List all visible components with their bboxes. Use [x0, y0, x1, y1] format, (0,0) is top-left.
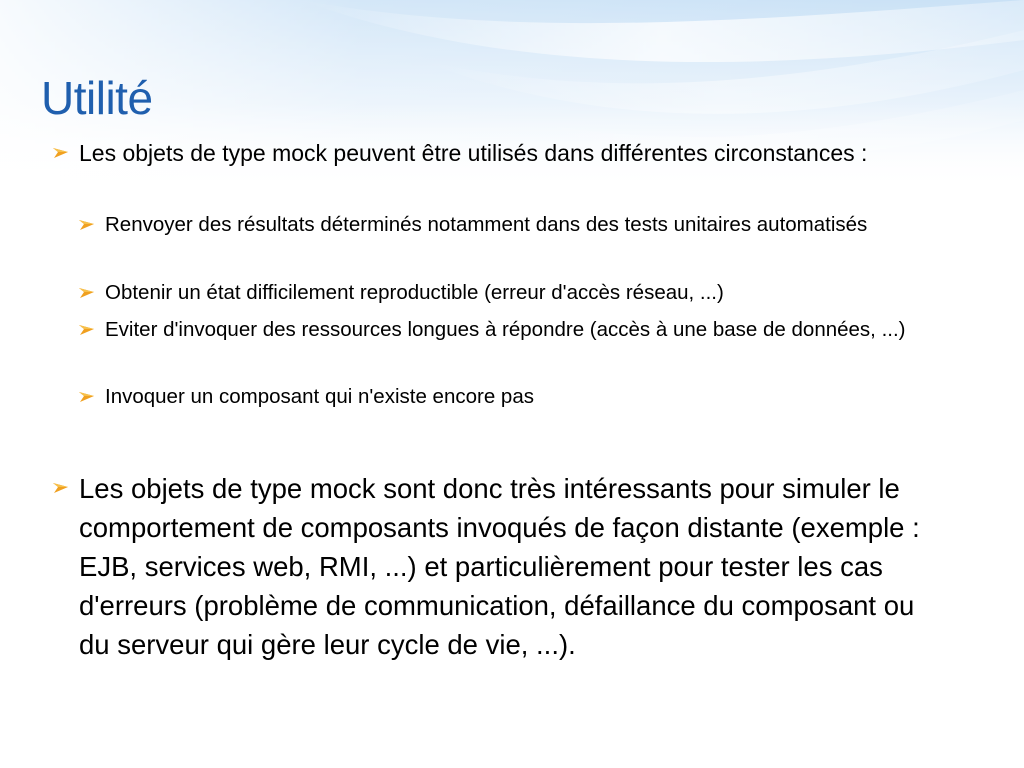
bullet-item	[52, 469, 952, 664]
bullet-text: Les objets de type mock sont donc très intéressants pour simuler le comportement de composants invoqués de façon distante (exemple : EJB, services web, RMI, ...) et particulièrement pour tester les cas d'erreurs (problème de communication, défaillance du composant ou du serveur qui gère leur cycle de vie, ...).	[79, 473, 920, 660]
slide-title: Utilité	[41, 72, 153, 124]
arrow-bullet-icon	[78, 323, 96, 337]
sub-bullet-text: Eviter d'invoquer des ressources longues à répondre (accès à une base de données, ...)	[105, 318, 906, 341]
sub-bullet-text: Obtenir un état difficilement reproductible (erreur d'accès réseau, ...)	[105, 281, 724, 304]
arrow-bullet-icon	[52, 146, 70, 160]
sub-bullet-item	[78, 315, 968, 345]
arrow-bullet-icon	[52, 481, 70, 495]
bullet-item	[52, 137, 952, 170]
bullet-text: Les objets de type mock peuvent être utilisés dans différentes circonstances :	[79, 140, 868, 166]
sub-bullet-text: Invoquer un composant qui n'existe encore pas	[105, 385, 534, 408]
sub-bullet-item	[78, 210, 968, 240]
sub-bullet-item	[78, 278, 968, 308]
arrow-bullet-icon	[78, 286, 96, 300]
sub-bullet-text: Renvoyer des résultats déterminés notamment dans des tests unitaires automatisés	[105, 213, 868, 236]
arrow-bullet-icon	[78, 218, 96, 232]
arrow-bullet-icon	[78, 390, 96, 404]
sub-bullet-item	[78, 382, 968, 412]
